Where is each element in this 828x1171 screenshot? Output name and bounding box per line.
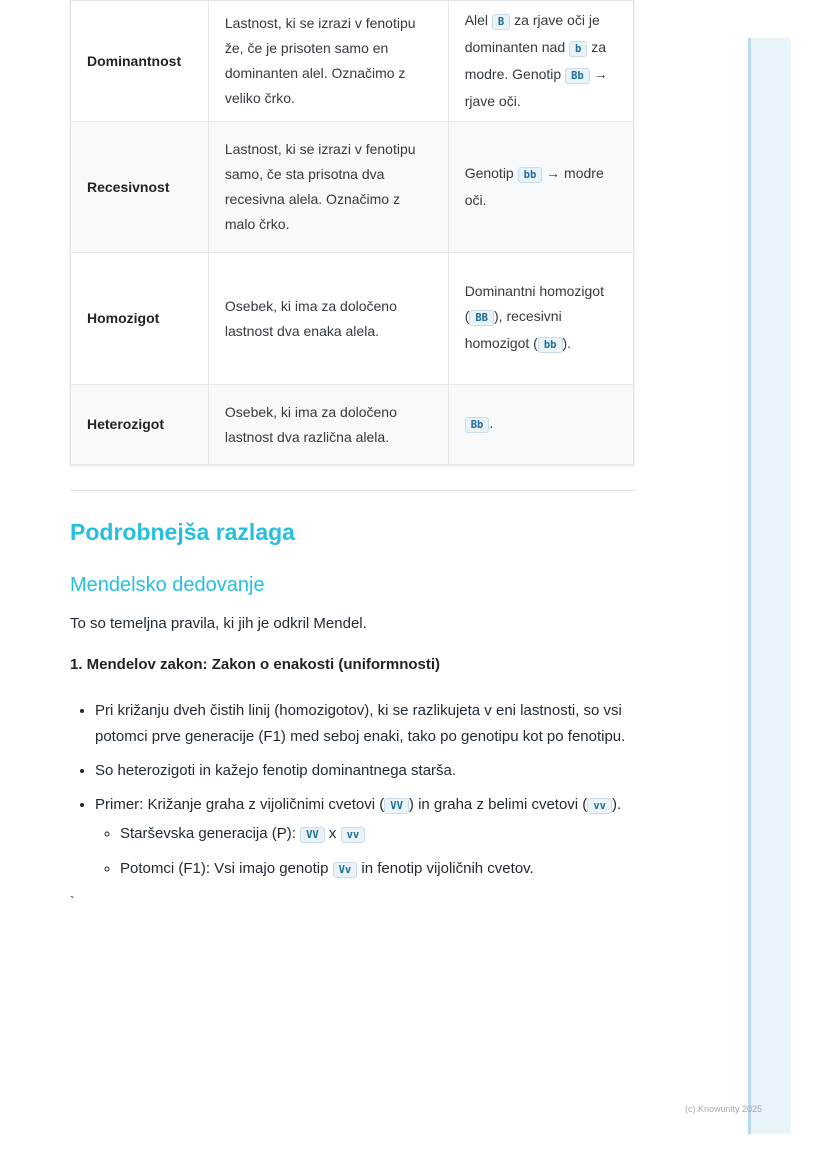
example-cell: Bb . [448,385,633,465]
code-inline: Bb [565,68,590,84]
code-inline: BB [469,310,494,326]
section-heading: Podrobnejša razlaga [70,519,295,545]
description-cell: Osebek, ki ima za določeno lastnost dva različna alela. [208,385,448,465]
table-row [71,1,634,122]
example-cell: Alel B za rjave oči je dominanten nad b za modre. Genotip Bb → rjave oči. [448,1,633,122]
term-cell: Dominantnost [71,1,209,122]
description-cell: Osebek, ki ima za določeno lastnost dva enaka alela. [208,253,448,385]
code-inline: B [492,14,510,30]
list-item: • Pri križanju dveh čistih linij (homozigotov), ki se razlikujeta v eni lastnosti, so vsi potomci prve generacije (F1) med seboj enaki, tako po genotipu kot po fenotipu. [95,698,635,750]
code-inline: vv [341,827,366,843]
list-item: ◦ Potomci (F1): Vsi imajo genotip Vv in fenotip vijoličnih cvetov. [120,856,635,883]
table-row [71,253,634,385]
code-inline: VV [300,827,325,843]
example-cell: Genotip bb → modre oči. [448,122,633,253]
table-row [71,385,634,465]
term-cell: Homozigot [71,253,209,385]
list-item: • Primer: Križanje graha z vijoličnimi cvetovi ( VV ) in graha z belimi cvetovi ( vv ). ◦ Starševska generacija (P): VV x vv ◦ Potomci (F1): Vsi imajo genotip Vv in fenotip vijoličnih cvetov. [95,792,635,883]
copyright-footer: (c) Knowunity 2025 [685,1104,763,1114]
section-divider [70,490,635,491]
list-item: ◦ Starševska generacija (P): VV x vv [120,821,635,848]
code-inline: bb [538,337,563,353]
code-inline: Vv [333,862,358,878]
description-cell: Lastnost, ki se izrazi v fenotipu samo, če sta prisotna dva recesivna alela. Označimo z malo črko. [208,122,448,253]
sub-bullet-list [95,821,635,883]
law-bullet-list [70,698,635,883]
code-inline: vv [587,798,612,814]
term-cell: Recesivnost [71,122,209,253]
code-inline: b [569,41,587,57]
law-title: 1. Mendelov zakon: Zakon o enakosti (uniformnosti) [70,656,441,673]
code-inline: bb [518,167,543,183]
intro-paragraph: To so temeljna pravila, ki jih je odkril Mendel. [70,615,367,632]
document-content [70,0,635,909]
description-cell: Lastnost, ki se izrazi v fenotipu že, če je prisoten samo en dominanten alel. Označimo z veliko črko. [208,1,448,122]
subsection-heading: Mendelsko dedovanje [70,574,265,596]
code-inline: VV [384,798,409,814]
right-margin-panel [748,38,791,1134]
example-cell: Dominantni homozigot ( BB ), recesivni homozigot ( bb ). [448,253,633,385]
table-row [71,122,634,253]
genetics-terms-table [70,0,634,465]
stray-backtick: ` [70,893,75,909]
code-inline: Bb [465,417,490,433]
list-item: • So heterozigoti in kažejo fenotip dominantnega starša. [95,758,635,784]
term-cell: Heterozigot [71,385,209,465]
